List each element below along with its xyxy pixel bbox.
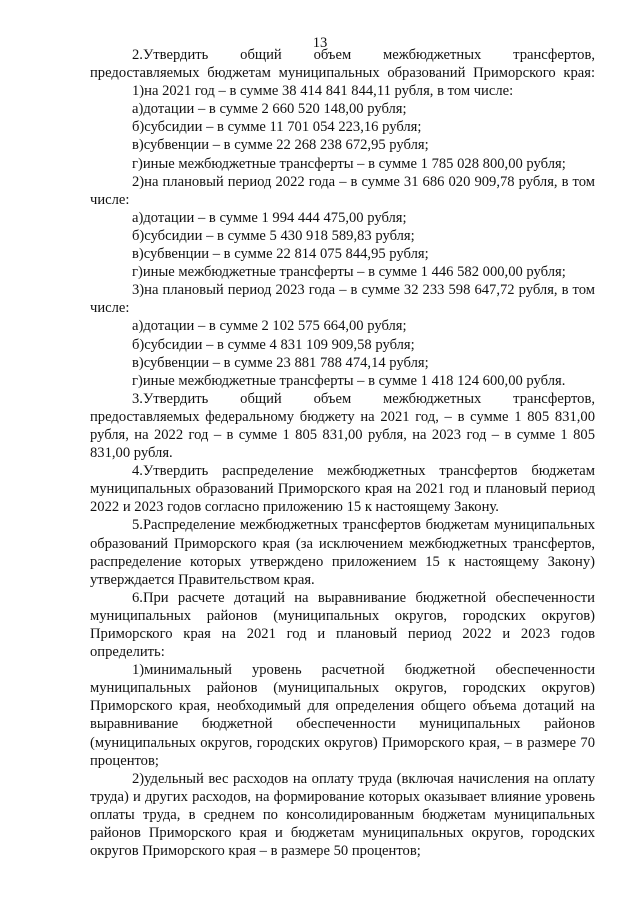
paragraph-2-item-1b: б)субсидии – в сумме 11 701 054 223,16 рубля; xyxy=(132,119,422,136)
paragraph-6: 6.При расчете дотаций на выравнивание бюджетной обеспеченности муниципальных районов (муниципальных округов, городских округов) Приморского края на 2021 год и плановый период 2022 и 2023 годов определить: xyxy=(90,589,595,661)
paragraph-6-item-1: 1)минимальный уровень расчетной бюджетной обеспеченности муниципальных районов (муниципальных округов, городских округов) Приморского края, необходимый для определения общего объема дотаций на выравнивание бюджетной обеспеченности муниципальных районов (муниципальных округов, городских округов) Приморского края, – в размере 70 процентов; xyxy=(90,662,595,769)
paragraph-3: 3.Утвердить общий объем межбюджетных трансфертов, предоставляемых федеральному бюджету на 2021 год, – в сумме 1 805 831,00 рубля, на 2022 год – в сумме 1 805 831,00 рубля, на 2023 год – в сумме 1 805 831,00 рубля. xyxy=(90,390,595,462)
paragraph-4: 4.Утвердить распределение межбюджетных трансфертов бюджетам муниципальных образований Приморского края на 2021 год и плановый период 2022 и 2023 годов согласно приложению 15 к настоящему Закону. xyxy=(90,463,595,516)
paragraph-2-item-2a: а)дотации – в сумме 1 994 444 475,00 рубля; xyxy=(132,209,407,226)
page-number: 13 xyxy=(312,35,328,51)
paragraph-2-item-2d: г)иные межбюджетные трансферты – в сумме 1 446 582 000,00 рубля; xyxy=(132,264,566,281)
paragraph-2-item-3: 3)на плановый период 2023 года – в сумме 32 233 598 647,72 рубля, в том числе: xyxy=(90,282,595,317)
paragraph-2-item-3b: б)субсидии – в сумме 4 831 109 909,58 рубля; xyxy=(132,336,415,353)
paragraph-2-item-2b: б)субсидии – в сумме 5 430 918 589,83 рубля; xyxy=(132,227,415,244)
paragraph-2: 2.Утвердить общий объем межбюджетных трансфертов, предоставляемых бюджетам муниципальных образований Приморского края: xyxy=(90,47,595,82)
paragraph-2-item-3c: в)субвенции – в сумме 23 881 788 474,14 рубля; xyxy=(132,354,429,371)
paragraph-2-item-1: 1)на 2021 год – в сумме 38 414 841 844,11 рубля, в том числе: xyxy=(132,83,514,100)
paragraph-2-item-2c: в)субвенции – в сумме 22 814 075 844,95 рубля; xyxy=(132,246,429,263)
paragraph-6-item-2: 2)удельный вес расходов на оплату труда (включая начисления на оплату труда) и других расходов, на формирование которых оказывает влияние уровень оплаты труда, в среднем по консолидированным бюджетам муниципальных районов Приморского края и бюджетам муниципальных округов, городских округов Приморского края – в размере 50 процентов; xyxy=(90,770,595,860)
paragraph-2-item-3d: г)иные межбюджетные трансферты – в сумме 1 418 124 600,00 рубля. xyxy=(132,372,566,389)
paragraph-2-item-1a: а)дотации – в сумме 2 660 520 148,00 рубля; xyxy=(132,101,407,118)
paragraph-2-item-1d: г)иные межбюджетные трансферты – в сумме 1 785 028 800,00 рубля; xyxy=(132,155,566,172)
paragraph-2-item-1c: в)субвенции – в сумме 22 268 238 672,95 рубля; xyxy=(132,137,429,154)
document-body xyxy=(90,46,595,860)
paragraph-2-item-2: 2)на плановый период 2022 года – в сумме 31 686 020 909,78 рубля, в том числе: xyxy=(90,173,595,208)
paragraph-2-item-3a: а)дотации – в сумме 2 102 575 664,00 рубля; xyxy=(132,318,407,335)
paragraph-5: 5.Распределение межбюджетных трансфертов бюджетам муниципальных образований Приморского края (за исключением межбюджетных трансфертов, распределение которых утверждено приложением 15 к настоящему Закону) утверждается Правительством края. xyxy=(90,517,595,588)
